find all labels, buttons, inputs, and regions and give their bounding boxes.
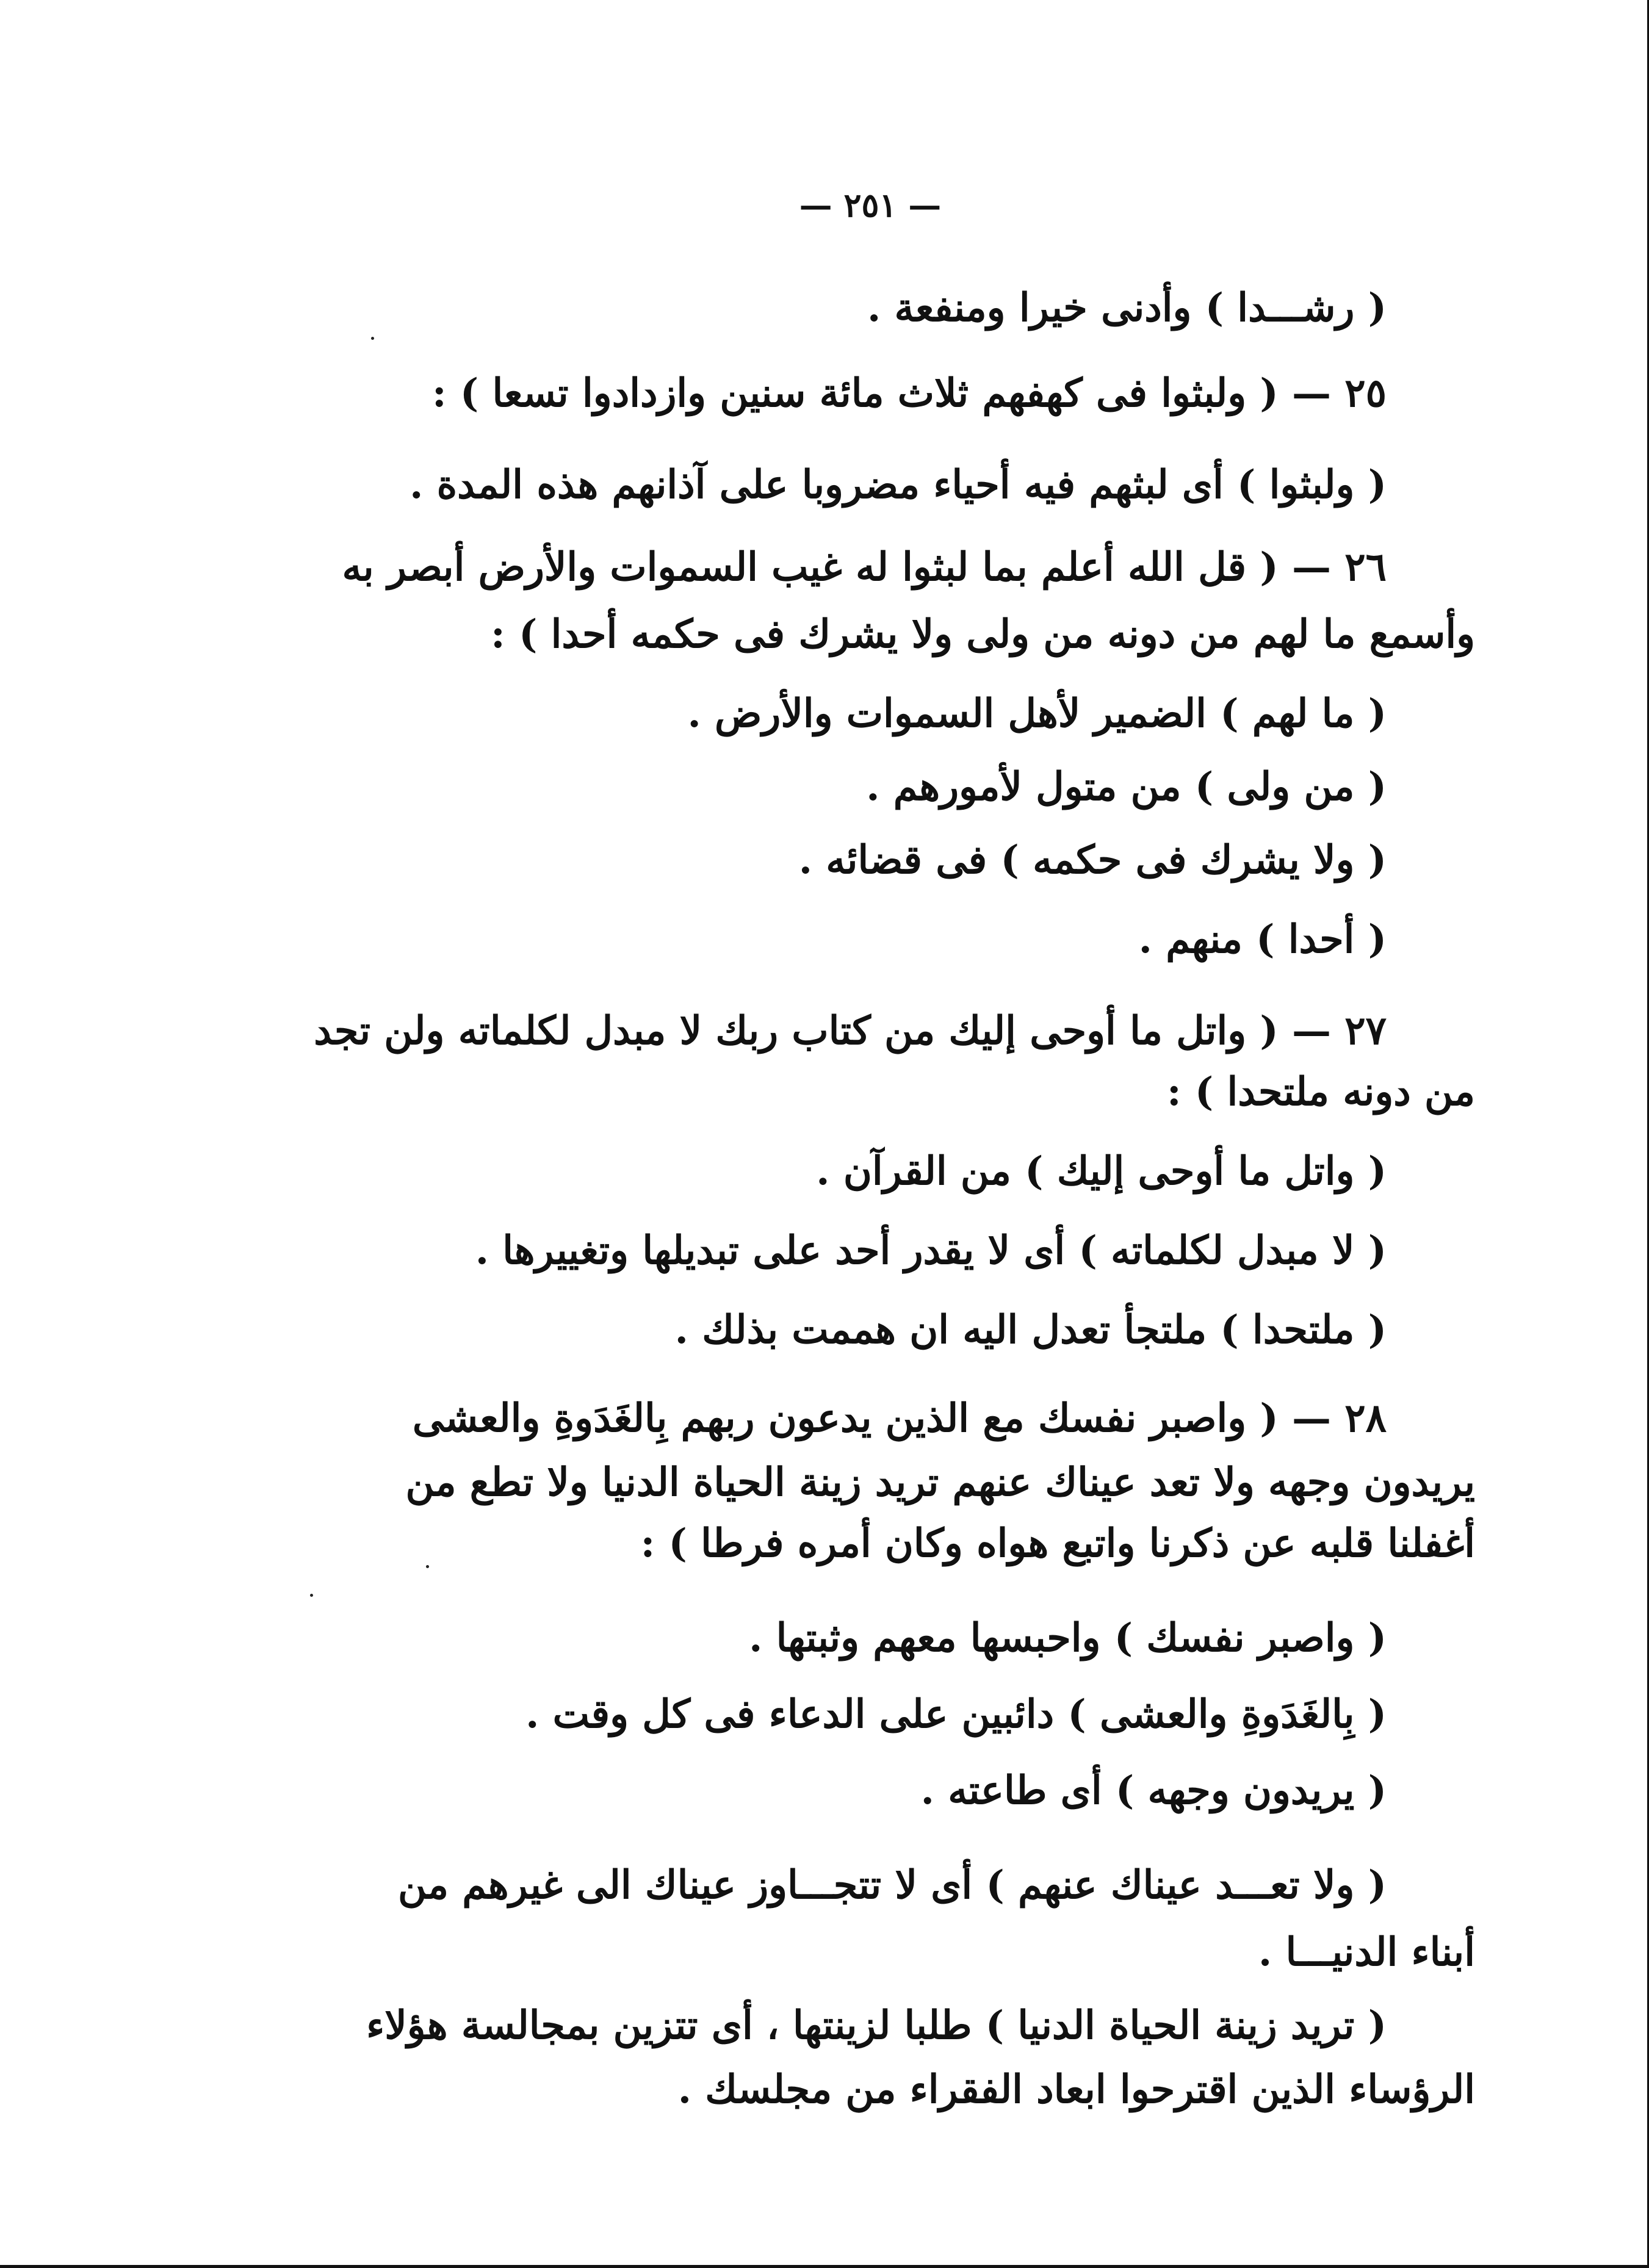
text-line: ( رشـــدا ) وأدنى خيرا ومنفعة . (867, 285, 1387, 331)
scan-speck (371, 337, 374, 340)
commentary-line: ( ملتحدا ) ملتجأ تعدل اليه ان هممت بذلك . (674, 1307, 1387, 1353)
verse-continuation: يريدون وجهه ولا تعد عيناك عنهم تريد زينة الحياة الدنيا ولا تطع من (405, 1460, 1475, 1505)
verse-heading: ٢٥ — ( ولبثوا فى كهفهم ثلاث مائة سنين وازدادوا تسعا ) : (431, 370, 1387, 416)
scan-speck (426, 1565, 429, 1568)
commentary-line: ( ولا تعـــد عيناك عنهم ) أى لا تتجـــاوز عيناك الى غيرهم من (397, 1862, 1387, 1908)
commentary-continuation: الرؤساء الذين اقترحوا ابعاد الفقراء من مجلسك . (677, 2067, 1475, 2112)
scan-speck (310, 1594, 313, 1597)
verse-heading: ٢٧ — ( واتل ما أوحى إليك من كتاب ربك لا مبدل لكلماته ولن تجد (314, 1008, 1387, 1054)
verse-continuation: من دونه ملتحدا ) : (1166, 1069, 1475, 1115)
commentary-line: ( لا مبدل لكلماته ) أى لا يقدر أحد على تبديلها وتغييرها . (475, 1228, 1387, 1273)
page-edge-bottom (0, 2265, 1649, 2268)
page-number: — ٢٥١ — (799, 185, 942, 225)
verse-continuation: أغفلنا قلبه عن ذكرنا واتبع هواه وكان أمره فرطا ) : (640, 1521, 1475, 1566)
verse-heading: ٢٦ — ( قل الله أعلم بما لبثوا له غيب السموات والأرض أبصر به (342, 544, 1387, 590)
commentary-line: ( يريدون وجهه ) أى طاعته . (920, 1768, 1387, 1813)
commentary-line: ( واتل ما أوحى إليك ) من القرآن . (816, 1148, 1387, 1194)
commentary-line: ( واصبر نفسك ) واحبسها معهم وثبتها . (749, 1615, 1387, 1661)
commentary-line: ( بِالغَدَوةِ والعشى ) دائبين على الدعاء فى كل وقت . (525, 1691, 1387, 1737)
commentary-line: ( ولا يشرك فى حكمه ) فى قضائه . (798, 837, 1387, 883)
commentary-line: ( تريد زينة الحياة الدنيا ) طلبا لزينتها ، أى تتزين بمجالسة هؤلاء (366, 2003, 1387, 2048)
text-line: ( ولبثوا ) أى لبثهم فيه أحياء مضروبا على آذانهم هذه المدة . (410, 462, 1387, 508)
verse-continuation: وأسمع ما لهم من دونه من ولى ولا يشرك فى حكمه أحدا ) : (491, 611, 1475, 657)
verse-heading: ٢٨ — ( واصبر نفسك مع الذين يدعون ربهم بِالغَدَوةِ والعشى (412, 1395, 1387, 1441)
commentary-line: ( أحدا ) منهم . (1138, 916, 1387, 962)
commentary-line: ( ما لهم ) الضمير لأهل السموات والأرض . (687, 691, 1387, 736)
commentary-line: ( من ولى ) من متول لأمورهم . (866, 764, 1387, 810)
commentary-continuation: أبناء الدنيـــا . (1258, 1929, 1475, 1975)
